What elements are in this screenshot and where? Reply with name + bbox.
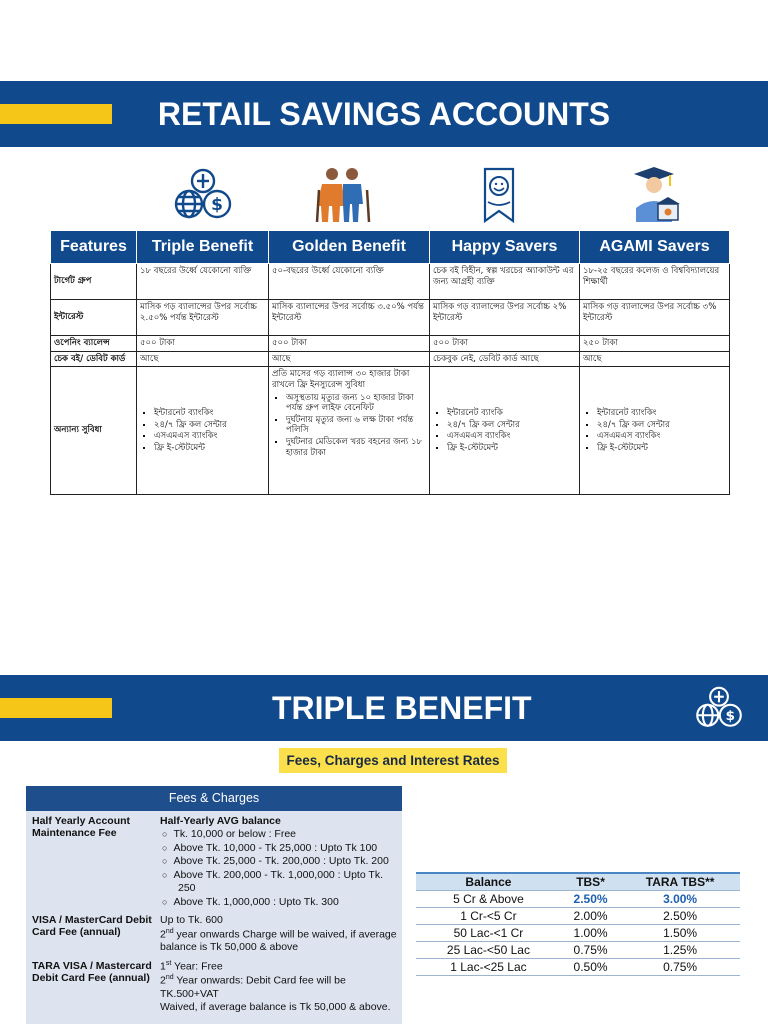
table-cell: আছে <box>269 351 430 367</box>
table-cell <box>430 367 580 495</box>
fees-charges-box <box>26 786 402 1024</box>
header-golden-benefit: Golden Benefit <box>269 231 430 264</box>
list-item: ▪ এসএমএস ব্যাংকিং <box>154 431 265 442</box>
list-item: ▪ এসএমএস ব্যাংকিং <box>447 431 576 442</box>
list-item: ▪ ২৪/৭ ফ্রি কল সেন্টার <box>447 420 576 431</box>
fee-text-cont: 250 <box>178 882 196 895</box>
table-cell: 1.00% <box>561 924 620 941</box>
table-cell: মাসিক ব্যালান্সের উপর সর্বোচ্চ ৩.৫০% পর্যন্ত ইন্টারেস্ট <box>269 300 430 336</box>
fee-row-maintenance <box>30 815 398 909</box>
table-cell: 3.00% <box>620 890 740 907</box>
smiley-ribbon-icon <box>468 166 530 224</box>
benefit-list <box>140 408 265 454</box>
triple-benefit-banner <box>0 675 768 741</box>
retail-savings-banner <box>0 81 768 147</box>
row-label-target: টার্গেট গ্রুপ <box>51 264 137 300</box>
fee-text: Waived, if average balance is Tk 50,000 & above. <box>160 1001 391 1014</box>
header-tara-tbs: TARA TBS** <box>620 873 740 890</box>
fees-charges-label: Fees, Charges and Interest Rates <box>279 748 507 773</box>
list-item: ▪ ২৪/৭ ফ্রি কল সেন্টার <box>597 420 726 431</box>
header-tbs: TBS* <box>561 873 620 890</box>
svg-text:$: $ <box>211 195 223 215</box>
table-row <box>416 907 740 924</box>
table-cell <box>269 367 430 495</box>
banner-title: RETAIL SAVINGS ACCOUNTS <box>157 96 611 132</box>
header-balance: Balance <box>416 873 561 890</box>
table-cell: ৫০০ টাকা <box>137 336 269 352</box>
header-triple-benefit: Triple Benefit <box>137 231 269 264</box>
globe-coins-icon <box>694 683 744 733</box>
table-cell: চেকবুক নেই, ডেবিট কার্ড আছে <box>430 351 580 367</box>
ordinal-num: 2 <box>160 928 166 940</box>
graduate-student-icon <box>624 166 686 224</box>
list-item <box>162 869 398 896</box>
fee-detail <box>160 914 398 955</box>
table-row <box>416 924 740 941</box>
ordinal-num: 1 <box>160 960 166 973</box>
benefit-list <box>272 393 426 459</box>
table-cell: 0.75% <box>620 958 740 975</box>
list-item: ▪ অসুস্থতায় মৃত্যুর জন্য ১০ হাজার টাকা পর্যন্ত গ্রুপ লাইফ বেনেফিট <box>286 393 426 414</box>
list-item: ▪ দুর্ঘটনার মেডিকেল খরচ বহনের জন্য ১৮ হাজার টাকা <box>286 437 426 458</box>
row-label-interest: ইন্টারেস্ট <box>51 300 137 336</box>
table-cell: আছে <box>137 351 269 367</box>
fee-heading: Half-Yearly AVG balance <box>160 815 281 827</box>
fee-detail <box>160 815 398 909</box>
fee-row-tara <box>30 960 398 1015</box>
fee-detail <box>160 960 398 1015</box>
table-row <box>416 890 740 907</box>
table-cell: 5 Cr & Above <box>416 890 561 907</box>
table-cell: 2.50% <box>620 907 740 924</box>
table-cell <box>137 367 269 495</box>
table-cell: ৫০০ টাকা <box>430 336 580 352</box>
table-cell: 1.25% <box>620 941 740 958</box>
list-item <box>162 842 398 855</box>
fee-list <box>160 828 398 909</box>
list-item <box>162 828 398 841</box>
table-row <box>416 958 740 975</box>
fee-text: Above Tk. 10,000 - Tk 25,000 : Upto Tk 100 <box>173 841 378 854</box>
fee-name: VISA / MasterCard Debit Card Fee (annual) <box>32 914 152 939</box>
header-agami-savers: AGAMI Savers <box>580 231 730 264</box>
table-row <box>51 351 730 367</box>
table-cell: মাসিক গড় ব্যালান্সের উপর সর্বোচ্চ ৩% ইন্টারেস্ট <box>580 300 730 336</box>
list-item: ▪ এসএমএস ব্যাংকিং <box>597 431 726 442</box>
list-item <box>162 896 398 909</box>
ordinal-suffix: st <box>165 959 172 967</box>
list-item: ▪ ইন্টারনেট ব্যাংকিং <box>154 408 265 419</box>
table-cell: 2.50% <box>561 890 620 907</box>
table-cell: মাসিক গড় ব্যালান্সের উপর সর্বোচ্চ ২.৫০% পর্যন্ত ইন্টারেস্ট <box>137 300 269 336</box>
list-item: ▪ ফ্রি ই-স্টেটমেন্ট <box>597 443 726 454</box>
ordinal-suffix: nd <box>165 973 174 981</box>
benefit-list <box>433 408 576 454</box>
fee-text: Above Tk. 200,000 - Tk. 1,000,000 : Upto Tk. <box>173 868 383 881</box>
table-cell: ৫০০ টাকা <box>269 336 430 352</box>
header-happy-savers: Happy Savers <box>430 231 580 264</box>
header-features: Features <box>51 231 137 264</box>
table-cell: 25 Lac-<50 Lac <box>416 941 561 958</box>
table-cell: মাসিক গড় ব্যালান্সের উপর সর্বোচ্চ ২% ইন্টারেস্ট <box>430 300 580 336</box>
row-label-opening-balance: ওপেনিং ব্যালেন্স <box>51 336 137 352</box>
table-row <box>51 367 730 495</box>
fee-text <box>160 960 398 974</box>
fee-text: Above Tk. 25,000 - Tk. 200,000 : Upto Tk. 200 <box>173 855 389 868</box>
fee-text <box>160 974 398 1001</box>
table-cell: 50 Lac-<1 Cr <box>416 924 561 941</box>
row-label-other-benefits: অন্যান্য সুবিধা <box>51 367 137 495</box>
table-cell: চেক বই বিহীন, স্বল্প খরচের অ্যাকাউন্ট এর জন্য আগ্রহী ব্যক্তি <box>430 264 580 300</box>
table-cell: 1 Cr-<5 Cr <box>416 907 561 924</box>
fee-name: TARA VISA / Mastercard Debit Card Fee (annual) <box>32 959 152 984</box>
table-cell: 2.00% <box>561 907 620 924</box>
banner-title: TRIPLE BENEFIT <box>272 690 532 726</box>
fees-header: Fees & Charges <box>26 786 402 811</box>
table-cell: ১৮-২৫ বছরের কলেজ ও বিশ্ববিদ্যালয়ের শিক্ষার্থী <box>580 264 730 300</box>
list-item: ▪ ফ্রি ই-স্টেটমেন্ট <box>154 443 265 454</box>
features-header-row <box>51 231 730 264</box>
rates-header-row <box>416 873 740 890</box>
fee-text-rest: Year onwards: Debit Card fee will be TK.500+VAT <box>160 974 346 1000</box>
svg-text:$: $ <box>725 708 736 725</box>
fee-text: Tk. 10,000 or below : Free <box>173 828 296 841</box>
fee-text <box>160 928 398 955</box>
table-cell: 1.50% <box>620 924 740 941</box>
table-row <box>51 336 730 352</box>
list-item <box>162 855 398 868</box>
list-item: ▪ দুর্ঘটনায় মৃত্যুর জন্য ৬ লক্ষ টাকা পর্যন্ত পলিসি <box>286 415 426 436</box>
table-row <box>416 941 740 958</box>
table-cell: 0.50% <box>561 958 620 975</box>
fees-body <box>26 811 402 1024</box>
list-item: ▪ ইন্টারনেট ব্যাংকি <box>447 408 576 419</box>
table-cell: ১৮ বছরের উর্ধ্বে যেকোনো ব্যক্তি <box>137 264 269 300</box>
fee-row-visa <box>30 914 398 955</box>
table-row <box>51 300 730 336</box>
table-cell: ২৫০ টাকা <box>580 336 730 352</box>
fee-text-rest: year onwards Charge will be waived, if average balance is Tk 50,000 & above <box>160 928 397 954</box>
interest-rates-table <box>416 872 740 976</box>
list-item: ▪ ২৪/৭ ফ্রি কল সেন্টার <box>154 420 265 431</box>
globe-coins-icon <box>172 166 234 224</box>
table-cell: 0.75% <box>561 941 620 958</box>
table-cell <box>580 367 730 495</box>
benefit-list <box>583 408 726 454</box>
table-cell: আছে <box>580 351 730 367</box>
row-label-cheque-debit: চেক বই/ ডেবিট কার্ড <box>51 351 137 367</box>
golden-intro: প্রতি মাসের গড় ব্যালান্স ৩০ হাজার টাকা রাখলে ফ্রি ইনস্যুরেন্স সুবিধা <box>272 369 410 390</box>
list-item: ▪ ফ্রি ই-স্টেটমেন্ট <box>447 443 576 454</box>
table-cell: ৫০-বছরের উর্ধ্বে যেকোনো ব্যক্তি <box>269 264 430 300</box>
ordinal-num: 2 <box>160 974 166 987</box>
ordinal-suffix: nd <box>165 927 174 935</box>
fee-text: Up to Tk. 600 <box>160 914 223 927</box>
fee-text: Above Tk. 1,000,000 : Upto Tk. 300 <box>173 895 339 908</box>
table-row <box>51 264 730 300</box>
features-table <box>50 230 730 495</box>
table-cell: 1 Lac-<25 Lac <box>416 958 561 975</box>
fee-name: Half Yearly Account Maintenance Fee <box>32 815 131 839</box>
list-item: ▪ ইন্টারনেট ব্যাংকিং <box>597 408 726 419</box>
fee-text-rest: Year: Free <box>171 960 223 973</box>
elderly-couple-icon <box>312 166 374 224</box>
